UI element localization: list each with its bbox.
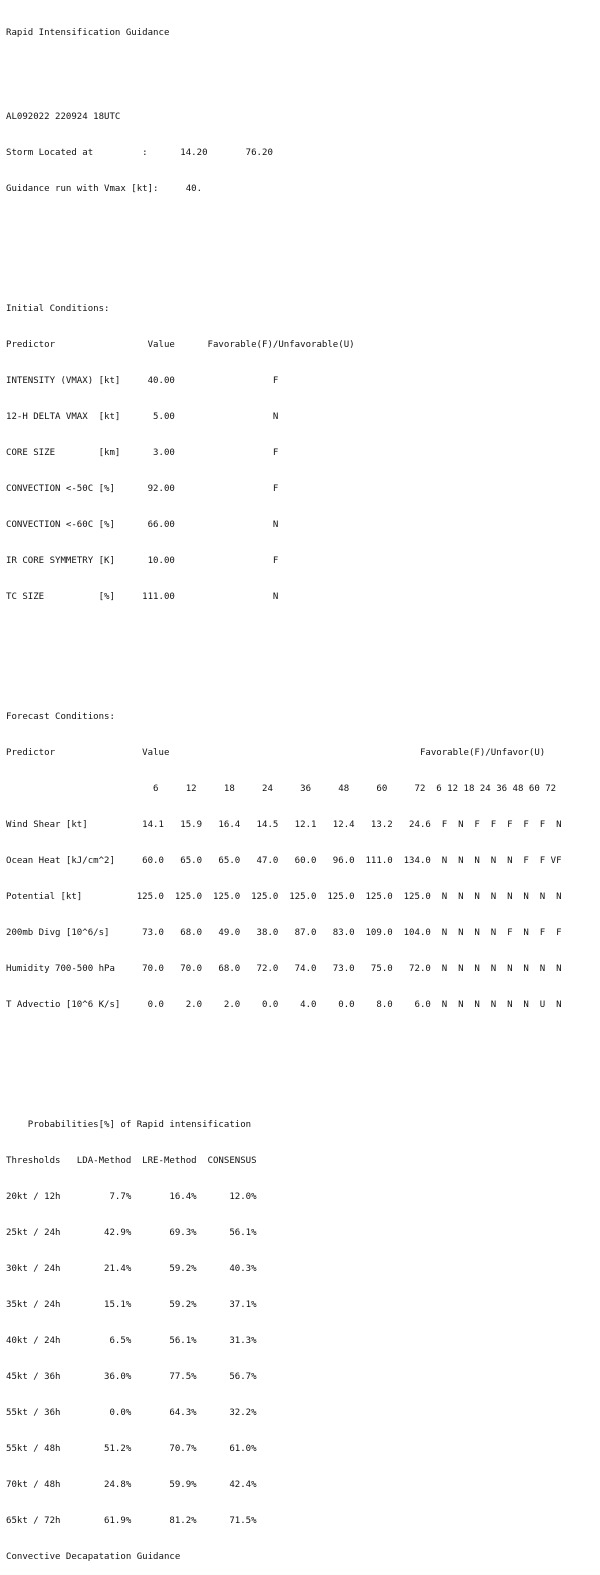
storm-location-line: Storm Located at : 14.20 76.20 xyxy=(6,148,273,158)
probability-row: 40kt / 24h 6.5% 56.1% 31.3% xyxy=(6,1336,257,1346)
decapitation-guidance-title: Convective Decapatation Guidance xyxy=(6,1552,181,1562)
forecast-conditions-title: Forecast Conditions: xyxy=(6,712,115,722)
initial-conditions-title: Initial Conditions: xyxy=(6,304,110,314)
probability-row: 45kt / 36h 36.0% 77.5% 56.7% xyxy=(6,1372,257,1382)
probability-row: 55kt / 36h 0.0% 64.3% 32.2% xyxy=(6,1408,257,1418)
initial-condition-row: CORE SIZE [km] 3.00 F xyxy=(6,448,279,458)
guidance-text-document xyxy=(6,3,562,1575)
initial-condition-row: TC SIZE [%] 111.00 N xyxy=(6,592,279,602)
spacer xyxy=(6,627,562,639)
spacer xyxy=(6,219,562,231)
initial-condition-row: 12-H DELTA VMAX [kt] 5.00 N xyxy=(6,412,279,422)
probability-row: 55kt / 48h 51.2% 70.7% 61.0% xyxy=(6,1444,257,1454)
probability-row: 35kt / 24h 15.1% 59.2% 37.1% xyxy=(6,1300,257,1310)
initial-condition-row: CONVECTION <-50C [%] 92.00 F xyxy=(6,484,279,494)
spacer xyxy=(6,663,562,675)
forecast-condition-row: Humidity 700-500 hPa 70.0 70.0 68.0 72.0 74.0 73.0 75.0 72.0 N N N N N N N N xyxy=(6,964,562,974)
storm-id-line: AL092022 220924 18UTC xyxy=(6,112,121,122)
guidance-vmax-line: Guidance run with Vmax [kt]: 40. xyxy=(6,184,203,194)
forecast-condition-row: 200mb Divg [10^6/s] 73.0 68.0 49.0 38.0 87.0 83.0 109.0 104.0 N N N N F N F F xyxy=(6,928,562,938)
initial-condition-row: INTENSITY (VMAX) [kt] 40.00 F xyxy=(6,376,279,386)
initial-condition-row: IR CORE SYMMETRY [K] 10.00 F xyxy=(6,556,279,566)
forecast-condition-row: Wind Shear [kt] 14.1 15.9 16.4 14.5 12.1 12.4 13.2 24.6 F N F F F F F N xyxy=(6,820,562,830)
forecast-condition-row: Potential [kt] 125.0 125.0 125.0 125.0 125.0 125.0 125.0 125.0 N N N N N N N N xyxy=(6,892,562,902)
initial-conditions-header: Predictor Value Favorable(F)/Unfavorable(U) xyxy=(6,340,355,350)
probability-row: 30kt / 24h 21.4% 59.2% 40.3% xyxy=(6,1264,257,1274)
probabilities-header: Thresholds LDA-Method LRE-Method CONSENSUS xyxy=(6,1156,257,1166)
forecast-condition-row: T Advectio [10^6 K/s] 0.0 2.0 2.0 0.0 4.0 0.0 8.0 6.0 N N N N N N U N xyxy=(6,1000,562,1010)
initial-condition-row: CONVECTION <-60C [%] 66.00 N xyxy=(6,520,279,530)
document-title: Rapid Intensification Guidance xyxy=(6,28,170,38)
probability-row: 25kt / 24h 42.9% 69.3% 56.1% xyxy=(6,1228,257,1238)
probability-row: 65kt / 72h 61.9% 81.2% 71.5% xyxy=(6,1516,257,1526)
probabilities-title: Probabilities[%] of Rapid intensification xyxy=(6,1120,252,1130)
spacer xyxy=(6,1035,562,1047)
probability-row: 70kt / 48h 24.8% 59.9% 42.4% xyxy=(6,1480,257,1490)
probability-row: 20kt / 12h 7.7% 16.4% 12.0% xyxy=(6,1192,257,1202)
spacer xyxy=(6,255,562,267)
spacer xyxy=(6,63,562,75)
forecast-hours-header: 6 12 18 24 36 48 60 72 6 12 18 24 36 48 60 72 xyxy=(6,784,557,794)
forecast-condition-row: Ocean Heat [kJ/cm^2] 60.0 65.0 65.0 47.0 60.0 96.0 111.0 134.0 N N N N N F F VF xyxy=(6,856,562,866)
forecast-conditions-header: Predictor Value Favorable(F)/Unfavor(U) xyxy=(6,748,546,758)
spacer xyxy=(6,1071,562,1083)
